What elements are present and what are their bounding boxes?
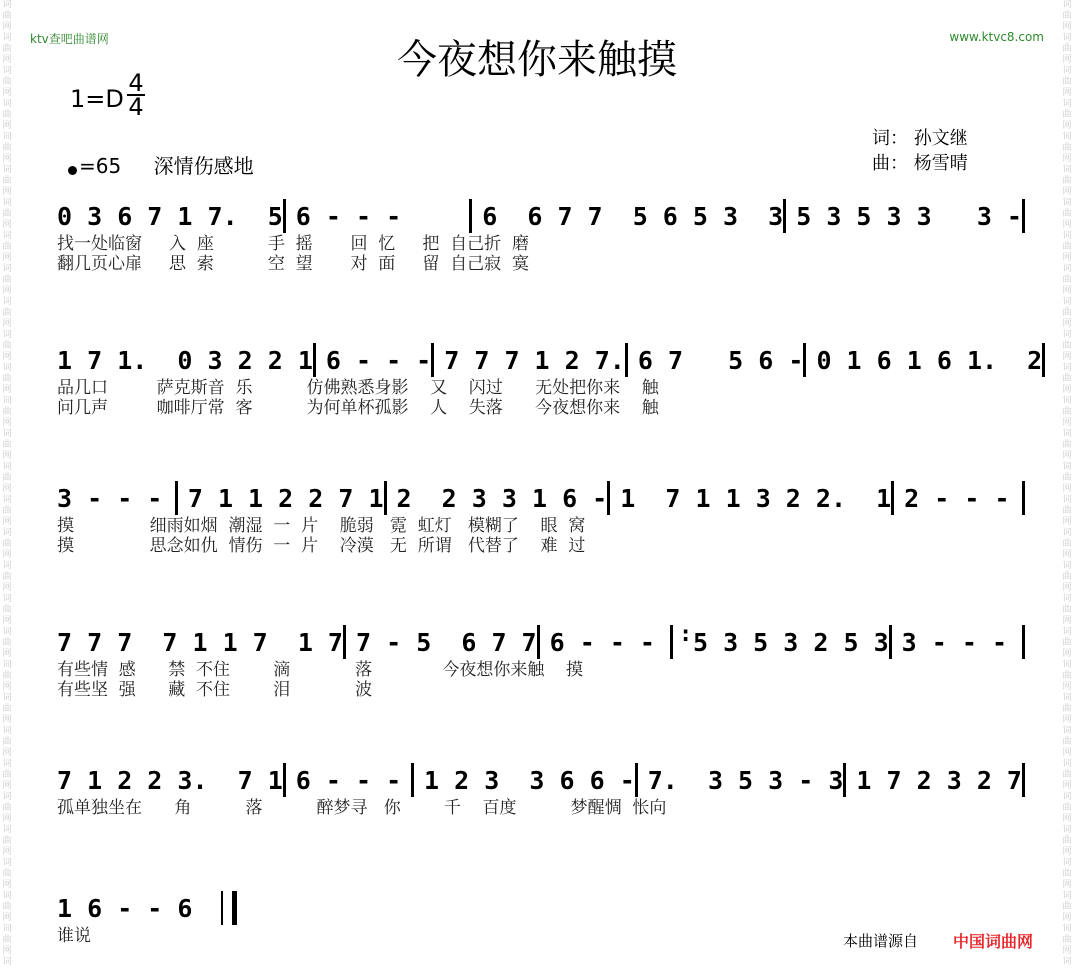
measure: 0 1 6 1 6 1. 2 <box>816 345 1043 375</box>
measure: 6 - - - <box>325 345 432 375</box>
measure: 7 1 1 2 2 7 1 <box>187 483 384 513</box>
notation-line <box>57 888 237 928</box>
lyric-line-2: 翻几页心扉 思 索 空 望 对 面 留 自己寂 寞 <box>57 254 529 274</box>
lyric-line-2: 摸 思念如仇 情伤 一 片 冷漠 无 所谓 代替了 难 过 <box>57 536 586 556</box>
lyric-line-1: 品几口 萨克斯音 乐 仿佛熟悉身影 又 闪过 无处把你来 触 <box>57 378 659 398</box>
measure: 5 3 5 3 2 5 3 <box>692 627 889 657</box>
lyric-line-1: 摸 细雨如烟 潮湿 一 片 脆弱 霓 虹灯 模糊了 眼 窝 <box>57 516 586 536</box>
source-label: 本曲谱源自 <box>843 932 919 950</box>
measure: 3 - - - <box>901 627 1007 657</box>
barline <box>1022 625 1025 659</box>
composer-credit: 曲： 杨雪晴 <box>872 153 968 174</box>
measure: 7 7 7 1 2 7. <box>444 345 625 375</box>
measure: 1 7 1. 0 3 2 2 1 <box>57 345 313 375</box>
measure: 7 7 7 7 1 1 7 1 7 <box>57 627 343 657</box>
measure: 3 - - - <box>57 483 163 513</box>
measure: 2 2 3 3 1 6 - <box>396 483 608 513</box>
measure: 7. 3 5 3 - 3 <box>647 765 844 795</box>
time-signature <box>126 69 146 121</box>
measure: 0 3 6 7 1 7. 5 <box>57 201 283 231</box>
measure: 6 7 5 6 - <box>637 345 804 375</box>
barline <box>1022 481 1025 515</box>
repeat-barline <box>670 625 683 659</box>
measure: 6 - - - <box>549 627 655 657</box>
notation-line <box>57 340 1043 380</box>
barline <box>1042 343 1045 377</box>
measure: 6 - - - <box>295 765 402 795</box>
site-url-right[interactable]: www.ktvc8.com <box>949 30 1044 44</box>
tempo-value: =65 <box>79 154 122 178</box>
side-watermark-left: 词 曲 网 词 曲 网 词 曲 网 词 曲 网 词 曲 网 词 曲 网 词 曲 网 词 曲 网 词 曲 网 词 曲 网 词 曲 网 词 曲 网 词 曲 网 词 曲 网 词 曲 网 词 曲 网 词 曲 网 词 曲 网 词 曲 网 词 曲 网 词 曲 网 词 曲 网 词 曲 网 词 曲 网 词 曲 网 词 曲 网 词 曲 网 词 曲 网 词 曲 网 词 <box>2 0 12 967</box>
quarter-note-icon <box>68 166 77 175</box>
measure: 7 1 2 2 3. 7 1 <box>57 765 283 795</box>
lyric-line-1: 有些情 感 禁 不住 滴 落 今夜想你来触 摸 <box>57 660 583 680</box>
measure: 6 - - - <box>295 201 402 231</box>
lyric-line-1: 孤单独坐在 角 落 醉梦寻 你 千 百度 梦醒惆 怅向 <box>57 798 667 818</box>
notation-line <box>57 196 1025 236</box>
measure: 1 6 - - 6 <box>57 893 193 923</box>
lyricist-credit: 词： 孙文继 <box>872 128 968 149</box>
measure: 7 - 5 6 7 7 <box>355 627 537 657</box>
site-name-left[interactable]: ktv查吧曲谱网 <box>30 32 109 46</box>
barline <box>1022 763 1025 797</box>
time-signature-top: 4 <box>128 69 144 97</box>
key-signature: 1=D <box>70 85 124 113</box>
time-signature-bottom: 4 <box>128 93 144 121</box>
measure: 1 7 1 1 3 2 2. 1 <box>620 483 892 513</box>
notation-line <box>57 478 1025 518</box>
side-watermark-right: 词 曲 网 词 曲 网 词 曲 网 词 曲 网 词 曲 网 词 曲 网 词 曲 网 词 曲 网 词 曲 网 词 曲 网 词 曲 网 词 曲 网 词 曲 网 词 曲 网 词 曲 网 词 曲 网 词 曲 网 词 曲 网 词 曲 网 词 曲 网 词 曲 网 词 曲 网 词 曲 网 词 曲 网 词 曲 网 词 曲 网 词 曲 网 词 曲 网 词 曲 网 词 <box>1062 0 1072 967</box>
expression-mark: 深情伤感地 <box>153 154 254 178</box>
final-barline <box>221 891 237 925</box>
measure: 5 3 5 3 3 3 - <box>796 201 1022 231</box>
lyric-line-1: 找一处临窗 入 座 手 摇 回 忆 把 自己折 磨 <box>57 234 529 254</box>
song-title: 今夜想你来触摸 <box>397 37 677 83</box>
lyric-line-1: 谁说 <box>57 926 91 946</box>
tempo-marking <box>68 150 254 179</box>
measure: 2 - - - <box>904 483 1010 513</box>
lyric-line-2: 问几声 咖啡厅常 客 为何单杯孤影 人 失落 今夜想你来 触 <box>57 398 659 418</box>
measure: 6 6 7 7 5 6 5 3 3 <box>482 201 784 231</box>
lyric-line-2: 有些坚 强 藏 不住 泪 波 <box>57 680 373 700</box>
notation-line <box>57 760 1025 800</box>
notation-line <box>57 622 1025 662</box>
measure: 1 7 2 3 2 7 <box>856 765 1022 795</box>
measure: 1 2 3 3 6 6 - <box>424 765 635 795</box>
source-site[interactable]: 中国词曲网 <box>953 932 1034 951</box>
barline <box>1022 199 1025 233</box>
